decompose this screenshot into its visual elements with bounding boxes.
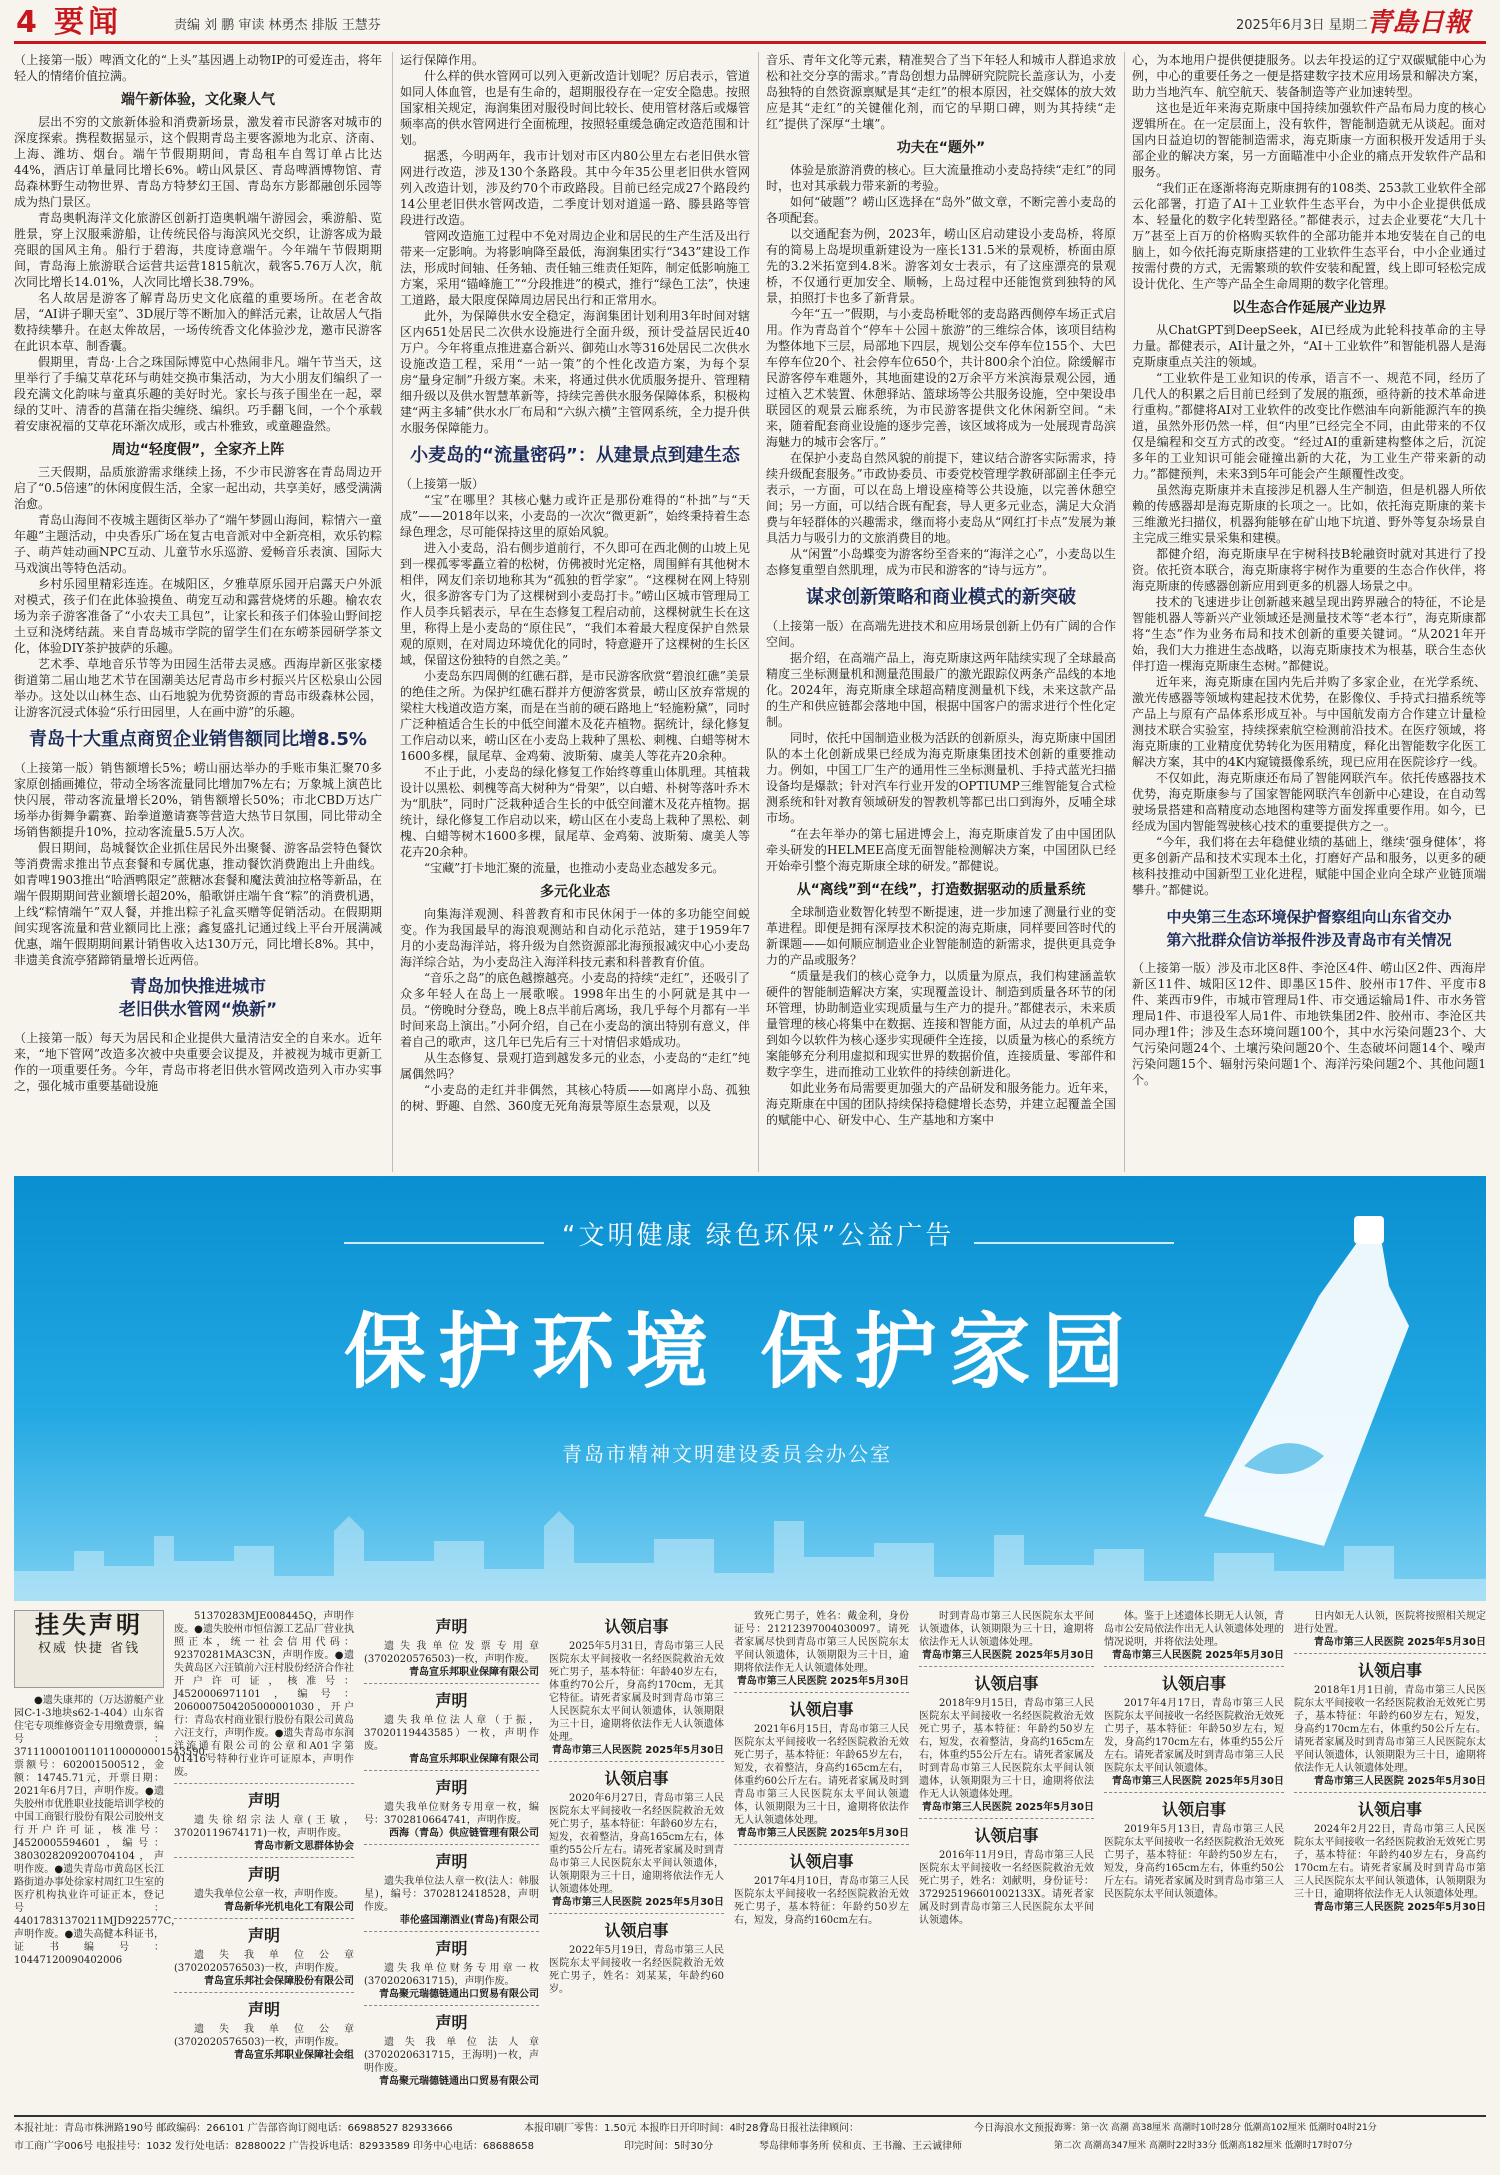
classified-column: [174, 1610, 354, 2110]
article-paragraph: （上接第一版）: [400, 477, 485, 491]
section-title: 要闻: [54, 5, 122, 40]
notice-title: 认领启事: [604, 1769, 669, 1788]
notice-title: 认领启事: [604, 1617, 669, 1636]
article-paragraph: （上接第一版）涉及市北区8件、李沧区4件、崂山区2件、西海岸新区11件、城阳区12件、即墨区15件、胶州市17件、平度市8件、莱西市9件，市城市管理局1件、市交通运输局1件、市水务管理局1件、市退役军人局1件、市地铁集团2件、胶州市、李沧区共同办理1件；涉及生态环境问题100个，其中水污染问题23个、大气污染问题24个、土壤污染问题20个、生态破坏问题14个、噪声污染问题15个、辐射污染问题1个、海洋污染问题2个、其他问题1个。: [1132, 961, 1486, 1087]
article-paragraph: 乡村乐园里精彩连连。在城阳区，夕雅草原乐园开启露天户外派对模式，孩子们在此体验摸鱼、萌宠互动和露营烧烤的乐趣。榆农农场为亲子游客准备了“小农夫工具包”，让家长和孩子们体验山野间挖土豆和浇烤结蔬。来自青岛城市学院的留学生们在东崂茶园研学茶文化，体验DIY茶护披萨的乐趣。: [14, 577, 382, 655]
classified-text: 遗失我单位公章(3702020576503)一枚，声明作废。: [174, 2024, 354, 2048]
classified-column: [1104, 1610, 1284, 2110]
classified-text: 2017年4月17日，青岛市第三人民医院东太平间接收一名经医院救治无效死亡男子，基本特征：年龄50岁左右，短发，身高约170cm左右，体重约55公斤左右。请死者家属及时到青岛市第三人民医院东太平间认领遗体。: [1104, 1698, 1284, 1774]
column-divider: [1124, 52, 1125, 1172]
notice-org: 青岛市新文思群体协会: [174, 1840, 354, 1858]
classified-column: [549, 1610, 724, 2110]
notice-title: 认领启事: [789, 1700, 854, 1719]
title-rule: [974, 1242, 1174, 1244]
lost-notice-title: 挂失声明: [35, 1611, 143, 1639]
article-paragraph: 从生态修复、景观打造到越发多元的业态，小麦岛的“走红”纯属偶然吗？: [400, 1051, 750, 1081]
article-subhead: 周边“轻度假”，全家齐上阵: [111, 442, 285, 458]
classified-text: 遗失我单位法人章(3702020631715，王海明)一枚，声明作废。: [364, 2037, 539, 2074]
classified-text: 遗失我单位公章一枚，声明作废。: [194, 1889, 344, 1900]
article-paragraph: 三天假期，品质旅游需求继续上扬，不少市民游客在青岛周边开启了“0.5倍速”的休闲度假生活，全家一起出动，共享美好，感受满满治愈。: [14, 465, 382, 511]
article-paragraph: 在保护小麦岛自然风貌的前提下，建议结合游客实际需求，持续升级配套服务。”市政协委员、市委党校管理学教研部副主任李元表示，一方面，可以在岛上增设座椅等公共设施，以完善休憩空间；另一方面，可以结合既有配套，导人更多元业态，满足大众消费与年轻群体的兴趣需求，继而将小麦岛从“网红打卡点”发展为兼具活力与吸引力的文旅消费目的地。: [766, 451, 1116, 545]
article-headline: 中央第三生态环境保护督察组向山东省交办: [1166, 908, 1452, 926]
notice-org: 青岛宣乐邦职业保障有限公司: [364, 1753, 539, 1771]
article-paragraph: “工业软件是工业知识的传承，语言不一、规范不同，经历了几代人的积累之后目前已经到了发展的瓶颈，亟待新的技术革命进行重构。”都健将AI对工业软件的改变比作燃油车向新能源汽车的换道，虽然外形仍然一样，但“内里”已经完全不同，由此带来的不仅仅是编程和交互方式的改变。“经过AI的重新建构整体之后，沉淀多年的工业知识可能会碰撞出新的大花，为工业生产带来新的动力。”都健预判，未来3到5年可能会产生颠覆性改变。: [1132, 371, 1486, 481]
classified-text: 2024年2月22日，青岛市第三人民医院东太平间接收一名经医院救治无效死亡男子，基本特征：年龄约40岁左右，身高约170cm左右。请死者家属及时到青岛市第三人民医院东太平间认领遗体，认领期限为三十日，逾期将依法作无人认领遗体处理。: [1294, 1824, 1486, 1900]
footer-contacts: 市工商广字006号 电报挂号：1032 发行处电话：82880022 广告投诉电话：82933589 印务中心电话：68688658: [14, 2141, 534, 2152]
notice-title: 声明: [247, 2000, 280, 2019]
footer-tide-1: 海雾：第一次 高潮 高38厘米 高潮时10时28分 低潮高102厘米 低潮时04时21分: [1054, 2123, 1377, 2133]
classified-text: 51370283MJE008445Q，声明作废。●遗失胶州市恒信源工艺品厂营业执照正本，统一社会信用代码：92370281MA3C3N，声明作废。●遗失黄岛区六汪镇前六汪村股份经济合作社开户许可证，核准号：J4520006971101，编号：2060007504205000001030，开户行：青岛农村商业银行股份有限公司黄岛六汪支行，声明作废。●遗失青岛市东润洋流通有限公司的公章和A01字第01416号特种行业许可证原本，声明作废。: [174, 1610, 354, 1784]
article-paragraph: 都健介绍，海克斯康早在宇树科技B轮融资时就对其进行了投资。依托资本联合，海克斯康将宇树作为重要的生态合作伙伴，将海克斯康的传感器创新应用到更多的机器人场景之中。: [1132, 547, 1486, 593]
article-paragraph: 从ChatGPT到DeepSeek，AI已经成为此轮科技革命的主导力量。都健表示，AI计量之外，“AI＋工业软件”和智能机器人是海克斯康重点关注的领域。: [1132, 323, 1486, 369]
notice-title: 认领启事: [604, 1921, 669, 1940]
article-paragraph: 此外，为保障供水安全稳定，海润集团计划利用3年时间对辖区内651处居民二次供水设施进行全面升级，预计受益居民近40万户。今年将重点推进嘉合新兴、御苑山水等316处居民二次供水设施改造工程，采用“一站一策”的个性化改造方案，为每个泵房“量身定制”升级方案。未来，将通过供水优质服务提升、管理精细升级以及供水智慧革新等，持续完善供水服务保障体系，积极构建“两主多辅”供水水厂布局和“六纵六横”主管网系统，全力提升供水服务保障能力。: [400, 309, 750, 435]
classified-column: [364, 1610, 539, 2110]
notice-org: 青岛新华光机电化工有限公司: [174, 1901, 354, 1919]
article-column-4: [1132, 52, 1486, 1172]
article-paragraph: 心，为本地用户提供便捷服务。以去年投运的辽宁双碳赋能中心为例，中心的重要任务之一便是搭建数字技术应用场景和解决方案，助力当地汽车、航空航天、装备制造等产业加速转型。: [1132, 53, 1486, 99]
page-footer: [14, 2115, 1486, 2165]
classified-text: ●遗失康邦的（万达游艇产业园C-1-3地块s62-1-404）山东省住宅专项维修资金专用缴费票，编号：371110001001101100000001543590，票额号：602001500512，金额：14745.71元，开票日期：2021年6月7日，声明作废。●遗失胶州市优胜职业技能培训学校的中国工商银行股份有限公司胶州支行开户许可证，核准号：J4520005594601，编号：3803028209200704104，声明作废。●遗失青岛市黄岛区长江路街道办事处徐家村周红卫生室的医疗机构执业许可证正本，登记号：44017831370211MJD922577C，声明作废。●遗失高健本科证书，证书编号：10447120090402006: [14, 1695, 215, 1966]
article-paragraph: 不止于此，小麦岛的绿化修复工作始终尊重山体肌理。其植栽设计以黑松、刺槐等高大树种为“骨架”，以白蜡、朴树等落叶乔木为“肌肤”，同时广泛栽种适合生长的中低空间灌木及花卉植物。据统计，绿化修复工作启动以来，崂山区在小麦岛上栽种了黑松、刺槐、白蜡等树木1600多棵，鼠尾草、金鸡菊、波斯菊、虞美人等花卉20余种。: [400, 765, 750, 859]
article-paragraph: “音乐之岛”的底色越擦越亮。小麦岛的持续“走红”，还吸引了众多年轻人在岛上一展歌喉。1998年出生的小阿就是其中一员。“傍晚时分登岛，晚上8点半前后离场，我几乎每个月都有一半时间来岛上演出。”小阿介绍，自己在小麦岛的演出特别有意义，伴着自己的歌声，这几年已先后有三十对情侣求婚成功。: [400, 971, 750, 1049]
article-headline: 谋求创新策略和商业模式的新突破: [806, 587, 1076, 608]
classified-column: [919, 1610, 1094, 2110]
classified-text: 2022年5月19日，青岛市第三人民医院东太平间接收一名经医院救治无效死亡男子，姓名：刘某某，年龄约60岁。: [549, 1945, 724, 1995]
article-paragraph: 青岛奥帆海洋文化旅游区创新打造奥帆端午游园会，乘游船、览胜景，穿上汉服乘游船，让传统民俗与海滨风光交织，让游客成为最亮眼的国风主角。船行于碧海，共度诗意端午。今年端午节假期期间，青岛海上旅游联合运营共运营1815航次，载客5.76万人次，航次同比增长14.01%，人次同比增长38.79%。: [14, 211, 382, 289]
notice-title: 声明: [435, 1939, 468, 1958]
article-paragraph: “在去年举办的第七届进博会上，海克斯康首发了由中国团队牵头研发的HELMEE高度无面智能检测解决方案，中国团队已经开始牵引整个海克斯康全球的研发。”都健说。: [766, 827, 1116, 873]
notice-title: 认领启事: [974, 1826, 1039, 1845]
classified-text: 日内如无人认领，医院将按照相关规定进行处置。: [1294, 1611, 1486, 1635]
notice-title: 声明: [435, 1778, 468, 1797]
bottle-graphic: [1184, 1216, 1414, 1546]
article-paragraph: 小麦岛东四周侧的红礁石群，是市民游客欣赏“碧浪红礁”美景的绝佳之所。为保护红礁石群并方便游客赏景，崂山区放弃常规的梁柱大栈道改造方案，而是在当前的硬石路地上“轻施粉黛”，同时广泛种植适合生长的中低空间灌木及花卉植物。据统计，绿化修复工作启动以来，崂山区在小麦岛上栽种了黑松、刺槐、白蜡等树木1600多棵，鼠尾草、金鸡菊、波斯菊、虞美人等花卉20余种。: [400, 669, 750, 763]
notice-title: 声明: [435, 1617, 468, 1636]
classified-text: 2016年11月9日，青岛市第三人民医院东太平间接收一名经医院救治无效死亡男子，姓名：刘献明，身份证号：372925196601002133X。请死者家属及时到青岛市第三人民医院东太平间认领遗体。: [919, 1850, 1094, 1926]
ad-slogan: 保护环境 保护家园: [344, 1304, 1137, 1400]
article-paragraph: “今年，我们将在去年稳健业绩的基础上，继续‘强身健体’，将更多创新产品和技术实现本土化，打磨好产品和服务，以更多的硬核科技推动中国新型工业化进程，赋能中国企业向全球产业链顶端攀升。”都健说。: [1132, 835, 1486, 897]
article-paragraph: 管网改造施工过程中不免对周边企业和居民的生产生活及出行带来一定影响。为将影响降至最低，海润集团实行“343”建设工作法，形成时间轴、任务轴、责任轴三维责任矩阵，制定低影响施工方案，采用“锚峰施工”“分段推进”的模式，推行“绿色工法”，快速工道路，最大限度保障周边居民出行和正常用水。: [400, 229, 750, 307]
article-paragraph: 进入小麦岛，沿右侧步道前行，不久即可在西北侧的山坡上见到一棵孤零零矗立着的松树，仿佛被时光定格，周围鲜有其他树木相伴，网友们亲切地称其为“孤独的哲学家”。“这棵树在网上特别火，很多游客专门为了这棵树到小麦岛打卡。”崂山区城市管理局工作人员李兵韬表示，早在生态修复工程启动前，这棵树就生长在这里，称得上是小麦岛的“原住民”，“我们本着最大程度保护自然景观的原则，在对周边环境优化的同时，特意避开了这棵树的生长区域，保留这份独特的自然之美。”: [400, 541, 750, 667]
classified-text: 2020年6月27日，青岛市第三人民医院东太平间接收一名经医院救治无效死亡男子，基本特征：年龄60岁左右，短发，衣着整洁，身高165cm左右，体重约55公斤左右。请死者家属及时到青岛市第三人民医院东太平间认领遗体，认领期限为三十日，逾期将依法作无人认领遗体处理。: [549, 1793, 724, 1895]
article-column-3: [766, 52, 1116, 1172]
article-paragraph: 如何“破题”？崂山区选择在“岛外”做文章，不断完善小麦岛的各项配套。: [766, 195, 1116, 225]
article-paragraph: 虽然海克斯康并未直接涉足机器人生产制造，但是机器人所依赖的传感器却是海克斯康的长项之一。比如，依托海克斯康的莱卡三维激光扫描仪，机器狗能够在矿山地下坑道、野外等复杂场景自主完成三维实景采集和建模。: [1132, 483, 1486, 545]
article-paragraph: “宝”在哪里？其核心魅力或许正是那份难得的“朴拙”与“天成”——2018年以来，小麦岛的一次次“微更新”，始终秉持着生态绿色理念，尽可能保持这里的原始风貌。: [400, 493, 750, 539]
ad-sponsor: 青岛市精神文明建设委员会办公室: [562, 1442, 892, 1466]
notice-title: 认领启事: [1357, 1661, 1422, 1680]
ad-title: “文明健康 绿色环保”公益广告: [562, 1221, 955, 1251]
page-number: 4: [16, 5, 37, 40]
footer-tide-label: 今日海浪水文预报：: [974, 2123, 1064, 2134]
notice-title: 声明: [435, 2013, 468, 2032]
article-column-1: [14, 52, 382, 1172]
notice-title: 声明: [435, 1852, 468, 1871]
article-paragraph: （上接第一版）每天为居民和企业提供大量清洁安全的自来水。近年来，“地下管网”改造多次被中央重要会议提及，并被视为城市更新工作的一项重要任务。今年，青岛市将老旧供水管网改造列入市办实事之，强化城市重要基础设施: [14, 1031, 382, 1093]
article-subhead: 端午新体验，文化聚人气: [121, 92, 275, 108]
notice-org: 菲伦盛国潮酒业(青岛)有限公司: [364, 1914, 539, 1932]
notice-org: 青岛市第三人民医院 2025年5月30日: [549, 1896, 724, 1914]
notice-org: 西海（青岛）供应链管理有限公司: [364, 1827, 539, 1845]
notice-org: 青岛市第三人民医院 2025年5月30日: [919, 1801, 1094, 1819]
classified-text: 时到青岛市第三人民医院东太平间认领遗体，认领期限为三十日，逾期将依法作无人认领遗体处理。: [919, 1611, 1094, 1648]
notice-org: 青岛市第三人民医院 2025年5月30日: [1104, 1649, 1284, 1667]
article-paragraph: 全球制造业数智化转型不断提速，进一步加速了测量行业的变革进程。即便是拥有深厚技术积淀的海克斯康，同样要回答时代的新课题——如何顺应制造业企业智能制造的新需求，提供更具竞争力的产品或服务？: [766, 905, 1116, 967]
article-paragraph: 音乐、青年文化等元素，精准契合了当下年轻人和城市人群追求放松和社交分享的需求。”青岛创想力品牌研究院院长盖彦认为，小麦岛独特的自然资源禀赋是其“走红”的根本原因，社交媒体的放大效应是其“走红”的关键催化剂，而它的早期口碑，则为其持续“走红”提供了深厚“土壤”。: [766, 53, 1116, 131]
lost-notice-header: [14, 1610, 164, 1688]
article-headline: 小麦岛的“流量密码”：从建景点到建生态: [410, 445, 740, 466]
notice-org: 青岛宣乐邦职业保障社会组: [234, 2050, 354, 2061]
footer-tide-2: 第二次 高潮高347厘米 高潮时22时33分 低潮高182厘米 低潮时17时07分: [1054, 2141, 1353, 2151]
article-subhead: 功夫在“题外”: [896, 140, 986, 156]
article-paragraph: “宝藏”打卡地汇聚的流量，也推动小麦岛业态越发多元。: [424, 861, 725, 875]
issue-date: 2025年6月3日 星期二: [1236, 18, 1368, 33]
classified-column: [734, 1610, 909, 2110]
notice-org: 青岛市第三人民医院 2025年5月30日: [1104, 1775, 1284, 1793]
notice-org: 青岛市第三人民医院 2025年5月30日: [1294, 1636, 1486, 1654]
article-paragraph: 同时，依托中国制造业极为活跃的创新原头，海克斯康中国团队的本土化创新成果已经成为海克斯康集团技术创新的重要推动力。例如，中国工厂生产的通用性三坐标测量机、手持式蓝光扫描设备均是爆款；针对汽车行业开发的OPTIUMP三维智能复合式检测系统和针对教育领域研发的智教机等都已出口到海外，反哺全球市场。: [766, 731, 1116, 825]
article-paragraph: 近年来，海克斯康在国内先后并购了多家企业，在光学系统、激光传感器等领域构建起技术优势，在影像仪、手持式扫描系统等产品上与原有产品体系形成互补。与中国航发南方合作建立计量检测技术联合实验室，持续探索航空检测前沿技术。在医疗领域，将海克斯康的工业精度优势转化为医用精度，释化出智能数字化医工解决方案，其中的4K内窥镜摄像系统，现已应用在医院诊疗一线。: [1132, 675, 1486, 769]
article-headline: 青岛加快推进城市: [130, 977, 266, 997]
classified-column: [14, 1610, 215, 2110]
classified-text: 2019年5月13日，青岛市第三人民医院东太平间接收一名经医院救治无效死亡男子，基本特征：年龄约50岁左右，短发，身高约165cm左右，体重约50公斤左右。请死者家属及时到青岛市第三人民医院东太平间认领遗体。: [1104, 1824, 1284, 1900]
article-headline: 老旧供水管网“焕新”: [118, 1000, 278, 1020]
classified-text: 遗失我单位财务专用章一枚(3702020631715)，声明作废。: [364, 1963, 539, 1987]
column-divider: [392, 52, 393, 1172]
article-paragraph: “我们正在逐渐将海克斯康拥有的108类、253款工业软件全部云化部署，打造了AI＋工业软件生态平台，为中小企业提供低成本、轻量化的数字化转型路径。”都健表示，过去企业要花“大几十万”甚至上百万的价格购买软件的全部功能并本地安装在自己的电脑上，如今依托海克斯康搭建的工业软件生态平台，中小企业通过按需付费的方式，无需繁琐的软件安装和配置，线上即可轻松完成设计优化、生产等产品全生命周期的数字化管理。: [1132, 181, 1486, 291]
title-rule: [344, 1242, 544, 1244]
article-paragraph: 层出不穷的文旅新体验和消费新场景，激发着市民游客对城市的深度探索。携程数据显示，这个假期青岛主要客源地为北京、济南、上海、潍坊、烟台。端午节假期期间，青岛租车自驾订单占比达44%，酒店订单量同比增长6%。崂山风景区、青岛啤酒博物馆、青岛森林野生动物世界、青岛方特梦幻王国、青岛东方影都融创乐园等成为热门景区。: [14, 115, 382, 209]
classified-text: 2018年9月15日，青岛市第三人民医院东太平间接收一名经医院救治无效死亡男子，基本特征：年龄约50岁左右，短发，衣着整洁，身高约165cm左右，体重约55公斤左右。请死者家属及时到青岛市第三人民医院东太平间认领遗体，认领期限为三十日，逾期将依法作无人认领遗体处理。: [919, 1698, 1094, 1800]
column-divider: [758, 52, 759, 1172]
notice-org: 青岛宣乐邦职业保障有限公司: [364, 1666, 539, 1684]
classified-text: 2025年5月31日，青岛市第三人民医院东太平间接收一名经医院救治无效死亡男子，基本特征：年龄40岁左右，体重约70公斤，身高约170cm，无其它特征。请死者家属及时到青岛市第三人民医院东太平间认领遗体，认领期限为三十日，逾期将依法作无人认领遗体处理。: [549, 1641, 724, 1743]
classified-text: 遗失我单位法人章一枚(法人：韩服星)，编号：3702812418528，声明作废。: [364, 1876, 539, 1913]
article-paragraph: 今年“五一”假期，与小麦岛桥毗邻的麦岛路西侧停车场正式启用。作为青岛首个“停车＋公园＋旅游”的三维综合体，该项目结构为整体地下三层，局部地下四层，规划公交车停车位155个、大巴车停车位20个、社会停车位650个，共计800余个泊位。除缓解市民游客停车难题外，其地面建设的2万余平方米滨海景观公园，通过植入艺术装置、休憩驿站、篮球场等公共服务设施，空中架设串联园区的观景云廊系统，为市民游客提供文化休闲新空间。“未来，随着配套商业设施的逐步完善，该区域将成为一处展现青岛滨海魅力的城市会客厅。”: [766, 307, 1116, 449]
article-paragraph: 假期里，青岛·上合之珠国际博览中心热闹非凡。端午节当天，这里举行了手编艾草花环与萌娃交换市集活动，为大小朋友们编织了一段充满文化韵味与童真乐趣的美好时光。家长与孩子围坐在一起，翠绿的艾叶、清香的菖蒲在指尖缠绕、编织。巧手翻飞间，一个个承载着安康祝福的艾草花环渐次成形，或古朴雅致，或童趣盎然。: [14, 355, 382, 433]
classified-text: 2018年1月1日前，青岛市第三人民医院东太平间接收一名经医院救治无效死亡男子，基本特征：年龄约60岁左右，短发，身高约170cm左右，体重约50公斤左右。请死者家属及时到青岛市第三人民医院东太平间认领遗体，认领期限为三十日，逾期将依法作无人认领遗体处理。: [1294, 1685, 1486, 1774]
classified-text: 遗失我单位公章(3702020576503)一枚，声明作废。: [174, 1950, 354, 1974]
notice-org: 青岛市第三人民医院 2025年5月30日: [734, 1827, 909, 1845]
article-column-2: [400, 52, 750, 1172]
article-paragraph: 艺术季、草地音乐节等为田园生活带去灵感。西海岸新区张家楼街道第二届山地艺术节在国潮美达尼青岛市乡村振兴片区松泉山公园举办。这处以山林生态、山石地貌为优势资源的青岛市级森林公园，让游客沉浸式体验“乐行田园里，人在画中游”的乐趣。: [14, 657, 382, 719]
notice-title: 声明: [247, 1865, 280, 1884]
notice-org: 青岛市第三人民医院 2025年5月30日: [1313, 1902, 1486, 1913]
notice-org: 青岛市第三人民医院 2025年5月30日: [1294, 1775, 1486, 1793]
classified-text: 体。鉴于上述遗体长期无人认领，青岛市公安局依法作出无人认领遗体处理的情况说明，并将依法处理。: [1104, 1611, 1284, 1648]
notice-org: 青岛宣乐邦社会保障股份有限公司: [174, 1975, 354, 1993]
article-headline: 青岛十大重点商贸企业销售额同比增8.5%: [29, 729, 367, 750]
notice-org: 青岛市第三人民医院 2025年5月30日: [734, 1675, 909, 1693]
article-paragraph: 以交通配套为例，2023年，崂山区启动建设小麦岛桥，将原有的简易上岛堤坝重新建设为一座长131.5米的景观桥，桥面由原先的3.2米拓宽到4.8米。游客刘女士表示，有了这座漂亮的景观桥，不仅通行更加安全、顺畅，上岛过程中还能饱赏到独特的风景，拍照打卡也多了新背景。: [766, 227, 1116, 305]
notice-title: 认领启事: [1161, 1800, 1226, 1819]
editor-credits: 责编 刘 鹏 审读 林勇杰 排版 王慧芬: [174, 18, 381, 33]
article-paragraph: （上接第一版）在高端先进技术和应用场景创新上仍有广阔的合作空间。: [766, 619, 1116, 649]
classified-text: 遗失我单位发票专用章(3702020576503)一枚，声明作废。: [364, 1641, 539, 1665]
classified-text: 遗失徐绍宗法人章(王敏，37020119674171)一枚，声明作废。: [174, 1815, 354, 1839]
article-paragraph: 名人故居是游客了解青岛历史文化底蕴的重要场所。在老舍故居，“AI讲子聊天室”、3D展厅等不断加入的鲜活元素，让故居人气指数持续攀升。在赵太侔故居，一场传统香文化体验沙龙，邀市民游客在此识本草、制香囊。: [14, 291, 382, 353]
classified-text: 遗失我单位财务专用章一枚，编号：3702810664741，声明作废。: [364, 1802, 539, 1826]
article-paragraph: 什么样的供水管网可以列入更新改造计划呢？厉启表示，管道如同人体血管，也是有生命的，超期服役存在一定安全隐患。按照国家相关规定，海润集团对服役时间比较长、使用管材落后或爆管频率高的供水管网进行全面梳理，按照轻重缓急确定改造范围和计划。: [400, 69, 750, 147]
article-paragraph: 如此业务布局需要更加强大的产品研发和服务能力。近年来，海克斯康在中国的团队持续保持稳健增长态势，并建立起覆盖全国的赋能中心、研发中心、生产基地和方案中: [766, 1081, 1116, 1127]
article-paragraph: 向集海洋观测、科普教育和市民休闲于一体的多功能空间蜕变。作为我国最早的海浪观测站和自动化示范站，建于1959年7月的小麦岛海洋站，将升级为自然资源部北海预报减灾中心小麦岛海洋综合站，为小麦岛注入海洋科技元素和科普教育价值。: [400, 907, 750, 969]
notice-org: 青岛市第三人民医院 2025年5月30日: [919, 1649, 1094, 1667]
article-paragraph: “质量是我们的核心竞争力，以质量为原点，我们构建涵盖软硬件的智能制造解决方案，实现覆盖设计、制造到质量各环节的闭环管理，协助制造业实现质量与生产力的提升。”都健表示，未来质量管理的核心将集中在数据、连接和智能方面，从过去的单机产品到如今以软件为核心逐步实现硬件全连接，以质量为核心的系统方案能够充分利用虚拟和现实世界的数据价值，连接质量、零部件和数字孪生，进而推动工业软件的持续创新进化。: [766, 969, 1116, 1079]
article-paragraph: 据悉，今明两年，我市计划对市区内80公里左右老旧供水管网进行改造，涉及130个条路段。其中今年35公里老旧供水管网列入改造计划，涉及约70个市政路段。目前已经完成27个路段约14公里老旧供水管网改造，二季度计划对道遥一路、滕县路等管段进行改造。: [400, 149, 750, 227]
footer-legal-counsel: 青岛日报社法律顾问：: [759, 2123, 859, 2134]
article-paragraph: 体验是旅游消费的核心。巨大流量推动小麦岛持续“走红”的同时，也对其承载力带来新的考验。: [766, 163, 1116, 193]
footer-print-end: 印完时间：5时30分: [624, 2141, 714, 2152]
newspaper-logo: 青島日報: [1366, 8, 1471, 38]
article-paragraph: （上接第一版）销售额增长5%；崂山丽达举办的手账市集汇聚70多家原创插画摊位，带动全场客流量同比增加7%左右；万象城上演芭比快闪展，带动客流量增长20%，销售额增长50%；市北CBD万达广场举办街舞争霸赛、跆拳道邀请赛等营造大热节日氛围，同比带动全场销售额提升10%，拉动客流量5.5万人次。: [14, 761, 382, 839]
classified-text: 致死亡男子，姓名：戴金利，身份证号：21212397004030097。请死者家属尽快到青岛市第三人民医院东太平间认领遗体，认领期限为三十日，逾期将依法作无人认领遗体处理。: [734, 1611, 909, 1674]
article-paragraph: 这也是近年来海克斯康中国持续加强软件产品布局力度的核心逻辑所在。在一定层面上，没有软件，智能制造就无从谈起。面对国内日益迫切的智能制造需求，海克斯康一方面积极开发适用于头部企业的解决方案，另一方面瞄准中小企业的痛点开发软件产品和服务。: [1132, 101, 1486, 179]
notice-title: 认领启事: [789, 1852, 854, 1871]
article-paragraph: 运行保障作用。: [400, 53, 485, 67]
notice-title: 认领启事: [974, 1674, 1039, 1693]
article-paragraph: “小麦岛的走红并非偶然，其核心特质——如离岸小岛、孤独的树、野趣、自然、360度无死角海景等原生态景观，以及: [400, 1083, 750, 1113]
page-header: [14, 6, 1486, 44]
notice-org: 青岛聚元瑞德链通出口贸易有限公司: [364, 1988, 539, 2006]
notice-title: 声明: [247, 1926, 280, 1945]
lost-notice-subtitle: 权威 快捷 省钱: [37, 1641, 141, 1656]
classifieds-section: [14, 1610, 1486, 2110]
footer-lawyers: 琴岛律师事务所 侯和贞、王书瀚、王云诚律师: [759, 2141, 963, 2152]
classified-text: 2017年4月10日，青岛市第三人民医院东太平间接收一名经医院救治无效死亡男子，基本特征：年龄约50岁左右，短发，身高约160cm左右。: [734, 1876, 909, 1926]
notice-title: 声明: [247, 1791, 280, 1810]
notice-title: 认领启事: [1161, 1674, 1226, 1693]
notice-title: 声明: [435, 1691, 468, 1710]
article-headline: 第六批群众信访举报件涉及青岛市有关情况: [1166, 931, 1452, 949]
article-paragraph: 据介绍，在高端产品上，海克斯康这两年陆续实现了全球最高精度三坐标测量机和测量范围最广的激光跟踪仪两条产品线的本地化。2024年，海克斯康全球超高精度测量机下线，未来这款产品的生产和供应链都会落地中国，根据中国客户的需求进行个性化定制。: [766, 651, 1116, 729]
article-paragraph: 技术的飞速进步让创新越来越呈现出跨界融合的特征，不论是智能机器人等新兴产业领域还是测量技术等“老本行”，海克斯康都将“生态”作为业务布局和技术创新的重要关键词。“从2021年开始，我们大力推进生态战略，以海克斯康技术为根基，联合生态伙伴打造一棵海克斯康生态树。”都健说。: [1132, 595, 1486, 673]
classified-column: [1294, 1610, 1486, 2110]
classified-text: 2021年6月15日，青岛市第三人民医院东太平间接收一名经医院救治无效死亡男子，基本特征：年龄65岁左右，短发，衣着整洁，身高约165cm左右，体重约60公斤左右。请死者家属及时到青岛市第三人民医院东太平间认领遗体，认领期限为三十日，逾期将依法作无人认领遗体处理。: [734, 1724, 909, 1826]
notice-org: 青岛聚元瑞德链通出口贸易有限公司: [379, 2076, 539, 2087]
article-paragraph: （上接第一版）啤酒文化的“上头”基因遇上动物IP的可爱连击，将年轻人的情绪价值拉满。: [14, 53, 382, 83]
article-paragraph: 青岛山海间不夜城主题街区举办了“端午梦圆山海间，粽情六一童年趣”主题活动，中央香乐广场在复古电音派对中全新亮相，欢乐钓粽子、萌芦娃动画NPC互动、儿童节水乐巡游、爱畅音乐表演、国际大马戏演出等特色活动。: [14, 513, 382, 575]
article-subhead: 从“离线”到“在线”，打造数据驱动的质量系统: [796, 882, 1086, 898]
article-paragraph: 从“闲置”小岛蝶变为游客纷至沓来的“海洋之心”，小麦岛以生态修复重塑自然肌理，成为市民和游客的“诗与远方”。: [766, 547, 1116, 577]
footer-print-info: 本报印刷厂零售：1.50元 本报昨日开印时间：4时28分: [524, 2123, 769, 2134]
article-subhead: 以生态合作延展产业边界: [1232, 300, 1386, 316]
public-service-ad: [14, 1176, 1486, 1601]
article-subhead: 多元化业态: [540, 884, 610, 900]
notice-org: 青岛市第三人民医院 2025年5月30日: [549, 1744, 724, 1762]
notice-title: 认领启事: [1357, 1800, 1422, 1819]
article-paragraph: 不仅如此，海克斯康还布局了智能网联汽车。依托传感器技术优势，海克斯康参与了国家智能网联汽车创新中心建设，在自动驾驶场景搭建和高精度动态地图构建等方面发挥重要作用。如今，已经成为国内智能驾驶核心技术的重要提供方之一。: [1132, 771, 1486, 833]
article-paragraph: 假日期间，岛城餐饮企业抓住居民外出聚餐、游客品尝特色餐饮等消费需求推出节点套餐和专属优惠，推动餐饮消费跑出上升曲线。如青啤1903推出“哈酒鸭限定”蔗糖冰套餐和魔法黄油拉格等新品，在端午假期期间营业额增长超20%，船歌饼庄端午食“粽”的消费机遇，上线“粽情端午”双人餐，并推出粽子礼盒买赠等促销活动。在假期期间实现客流量和营业额同比上涨；鑫复盛扎记通过线上平台开展满减优惠，端午假期期间累计销售收入达130万元，同比增长8%。其中，非遗美食流亭猪蹄销量增长近两倍。: [14, 841, 382, 967]
footer-address: 本报社址：青岛市株洲路190号 邮政编码：266101 广告部咨询订阅电话：66988527 82933666: [14, 2123, 453, 2134]
classified-text: 遗失我单位法人章（于振，37020119443585）一枚，声明作废。: [364, 1715, 539, 1752]
